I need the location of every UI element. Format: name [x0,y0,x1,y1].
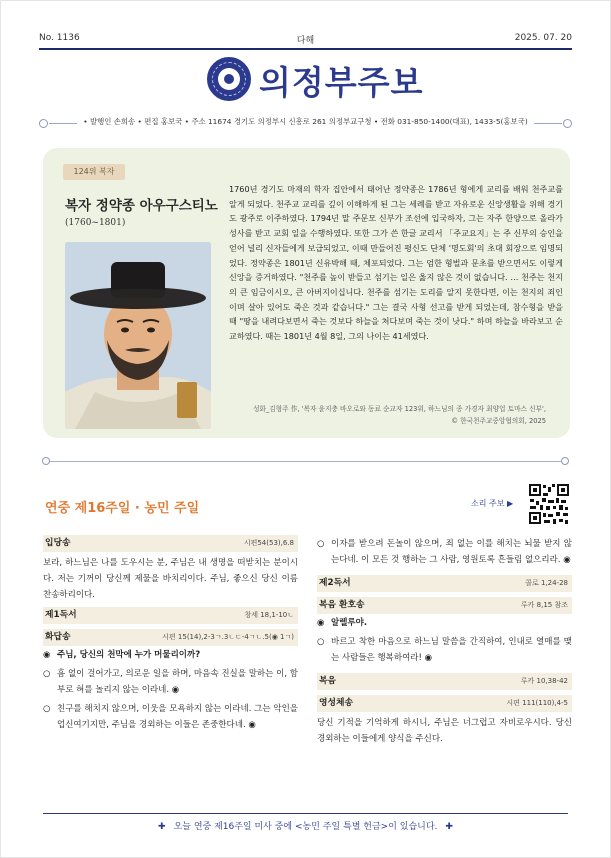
publisher-info-bar [39,114,572,132]
artwork-credit [253,404,546,427]
bulletin-title: 의정부주보 [259,63,424,102]
section-divider [46,461,565,462]
header-rule [39,48,572,50]
psalm-verse [43,665,298,700]
section-label: 입당송 [45,538,71,548]
left-column [43,535,298,735]
scripture-ref: 창세 18,1-10ㄴ [244,611,294,619]
gospel-header [317,673,572,690]
verse-mark-icon: ○ [43,704,51,714]
second-reading-header [317,575,572,592]
issue-date: 2025. 07. 20 [514,33,572,43]
section-label: 복음 환호송 [319,600,365,610]
responsorial-psalm-header [43,629,298,646]
verse-mark-icon: ○ [317,539,325,549]
section-label: 화답송 [45,632,71,642]
scripture-ref: 시편 15(14),2-3ㄱ.3ㄴㄷ-4ㄱㄴ.5(◉ 1ㄱ) [162,633,294,641]
refrain-mark-icon: ◉ [317,618,325,628]
psalm-verse [43,700,298,735]
footer-announcement [1,819,610,832]
alleluia-refrain [317,614,572,633]
saint-biography: 1760년 경기도 마재의 학자 집안에서 태어난 정약종은 1786년 형에게 교리를 배워 천주교를 알게 되었다. 천주교 교리를 깊이 이해하게 된 그는 세례를 받고 자유로운 신앙생활을 위해 경기도 광주로 이주하였다. 1794년 말 주문모 신부가 조선에 입국하자, 그는 자주 한양으로 올라가 성사를 받고 교회 일을 수행하였다. 또한 그가 쓴 한글 교리서 「주교요지」는 주 신부의 승인을 얻어 널리 신자들에게 보급되었고, 이때 만들어진 평신도 단체 '명도회'의 초대 회장으로 임명되었다. 정약종은 1801년 신유박해 때, 체포되었다. 그는 엄한 형벌과 문초를 받으면서도 이렇게 신앙을 증거하였다. "천주를 높이 받들고 섬기는 일은 옳지 않은 것이 없습니다. … 천주는 천지의 큰 임금이시오, 큰 아버지이십니다. 천주를 섬기는 도리를 알지 못한다면, 이는 천지의 죄인이며 살아 있어도 죽은 것과 같습니다." 그는 결국 사형 선고를 받게 되었는데, 참수형을 받을 때 "땅을 내려다보면서 죽는 것보다 하늘을 쳐다보며 죽는 것이 낫다." 하며 하늘을 바라보고 순교하였다. 때는 1801년 4월 8일, 그의 나이는 41세였다. [229,184,563,342]
refrain-text: 알렐루야. [331,618,368,628]
psalm-verse [317,535,572,570]
qr-code-icon[interactable] [528,483,570,525]
verse-text: 친구를 해치지 않으며, 이웃을 모욕하지 않는 이라네. 그는 악인을 업신여기지만, 주님을 경외하는 이들은 존중한다네. ◉ [57,704,298,730]
refrain-mark-icon: ◉ [43,650,51,660]
credit-line: 성화_김형주 作, '복자 윤지충 바오로와 동료 순교자 123위, 하느님의 종 가경자 최양업 토마스 신부', [252,405,546,413]
first-reading-header [43,607,298,624]
communion-antiphon-header [317,695,572,712]
section-label: 복음 [319,676,336,686]
scripture-ref: 콜로 1,24-28 [525,579,568,587]
entrance-antiphon-header [43,535,298,552]
liturgical-year-label: 다해 [296,36,315,46]
saint-portrait [65,242,211,429]
saint-story-panel [43,148,570,438]
diocese-seal-icon [207,57,251,101]
publisher-info: • 발행인 손희송 • 편집 홍보국 • 주소 11674 경기도 의정부시 신흥로 261 의정부교구청 • 전화 031-850-1400(대표), 1433-5(홍보국) [77,117,533,126]
sunday-title: 연중 제16주일 · 농민 주일 [45,501,200,516]
verse-mark-icon: ○ [43,669,51,679]
saint-years: (1760~1801) [65,218,126,228]
scripture-ref: 루카 8,15 참조 [520,601,568,609]
psalm-refrain [43,646,298,665]
ornament-circle-icon [561,457,569,465]
scripture-ref: 루카 10,38-42 [520,677,568,685]
issue-number: No. 1136 [39,33,80,43]
audio-bulletin-link[interactable]: 소리 주보 ▶ [471,499,514,508]
ornament-circle-icon [42,457,50,465]
header-topline [39,33,572,47]
right-column [317,535,572,751]
refrain-text: 주님, 당신의 천막에 누가 머물리이까? [57,650,201,660]
cross-icon: ✚ [158,822,166,832]
gospel-acclamation-header [317,597,572,614]
masthead [1,55,610,107]
footer-rule [43,813,568,814]
verse-mark-icon: ○ [317,637,325,647]
alleluia-verse [317,633,572,668]
scripture-ref: 시편 111(110),4-5 [506,699,568,707]
section-label: 영성체송 [319,698,353,708]
scripture-ref: 시편54(53),6.8 [243,539,294,547]
copyright-line: © 한국천주교중앙협의회, 2025 [451,416,546,425]
saint-name: 복자 정약종 아우구스티노 [65,198,218,214]
entrance-antiphon-text: 보라, 하느님은 나를 도우시는 분, 주님은 내 생명을 떠받치는 분이시다. 저는 기꺼이 당신께 제물을 바치리이다. 주님, 좋으신 당신 이름 찬송하리이다. [43,558,298,600]
verse-text: 이자를 받으려 돈놀이 않으며, 죄 없는 이를 해치는 뇌물 받지 않는다네. 이 모든 것 행하는 그 사람, 영원토록 흔들림 없으리라. ◉ [331,539,572,565]
cross-icon: ✚ [445,822,453,832]
section-label: 제1독서 [45,610,77,620]
verse-text: 흠 없이 걸어가고, 의로운 일을 하며, 마음속 진실을 말하는 이, 함부로 혀를 놀리지 않는 이라네. ◉ [57,669,298,695]
section-label: 제2독서 [319,578,351,588]
saint-tag: 124위 복자 [63,164,125,180]
announcement-text: 오늘 연중 제16주일 미사 중에 <농민 주일 특별 헌금>이 있습니다. [173,822,438,832]
verse-text: 바르고 착한 마음으로 하느님 말씀을 간직하여, 인내로 열매를 맺는 사람들은 행복하여라! ◉ [331,637,572,663]
communion-antiphon-text: 당신 기적을 기억하게 하시니, 주님은 너그럽고 자비로우시다. 당신 경외하는 이들에게 양식을 주신다. [317,718,572,744]
